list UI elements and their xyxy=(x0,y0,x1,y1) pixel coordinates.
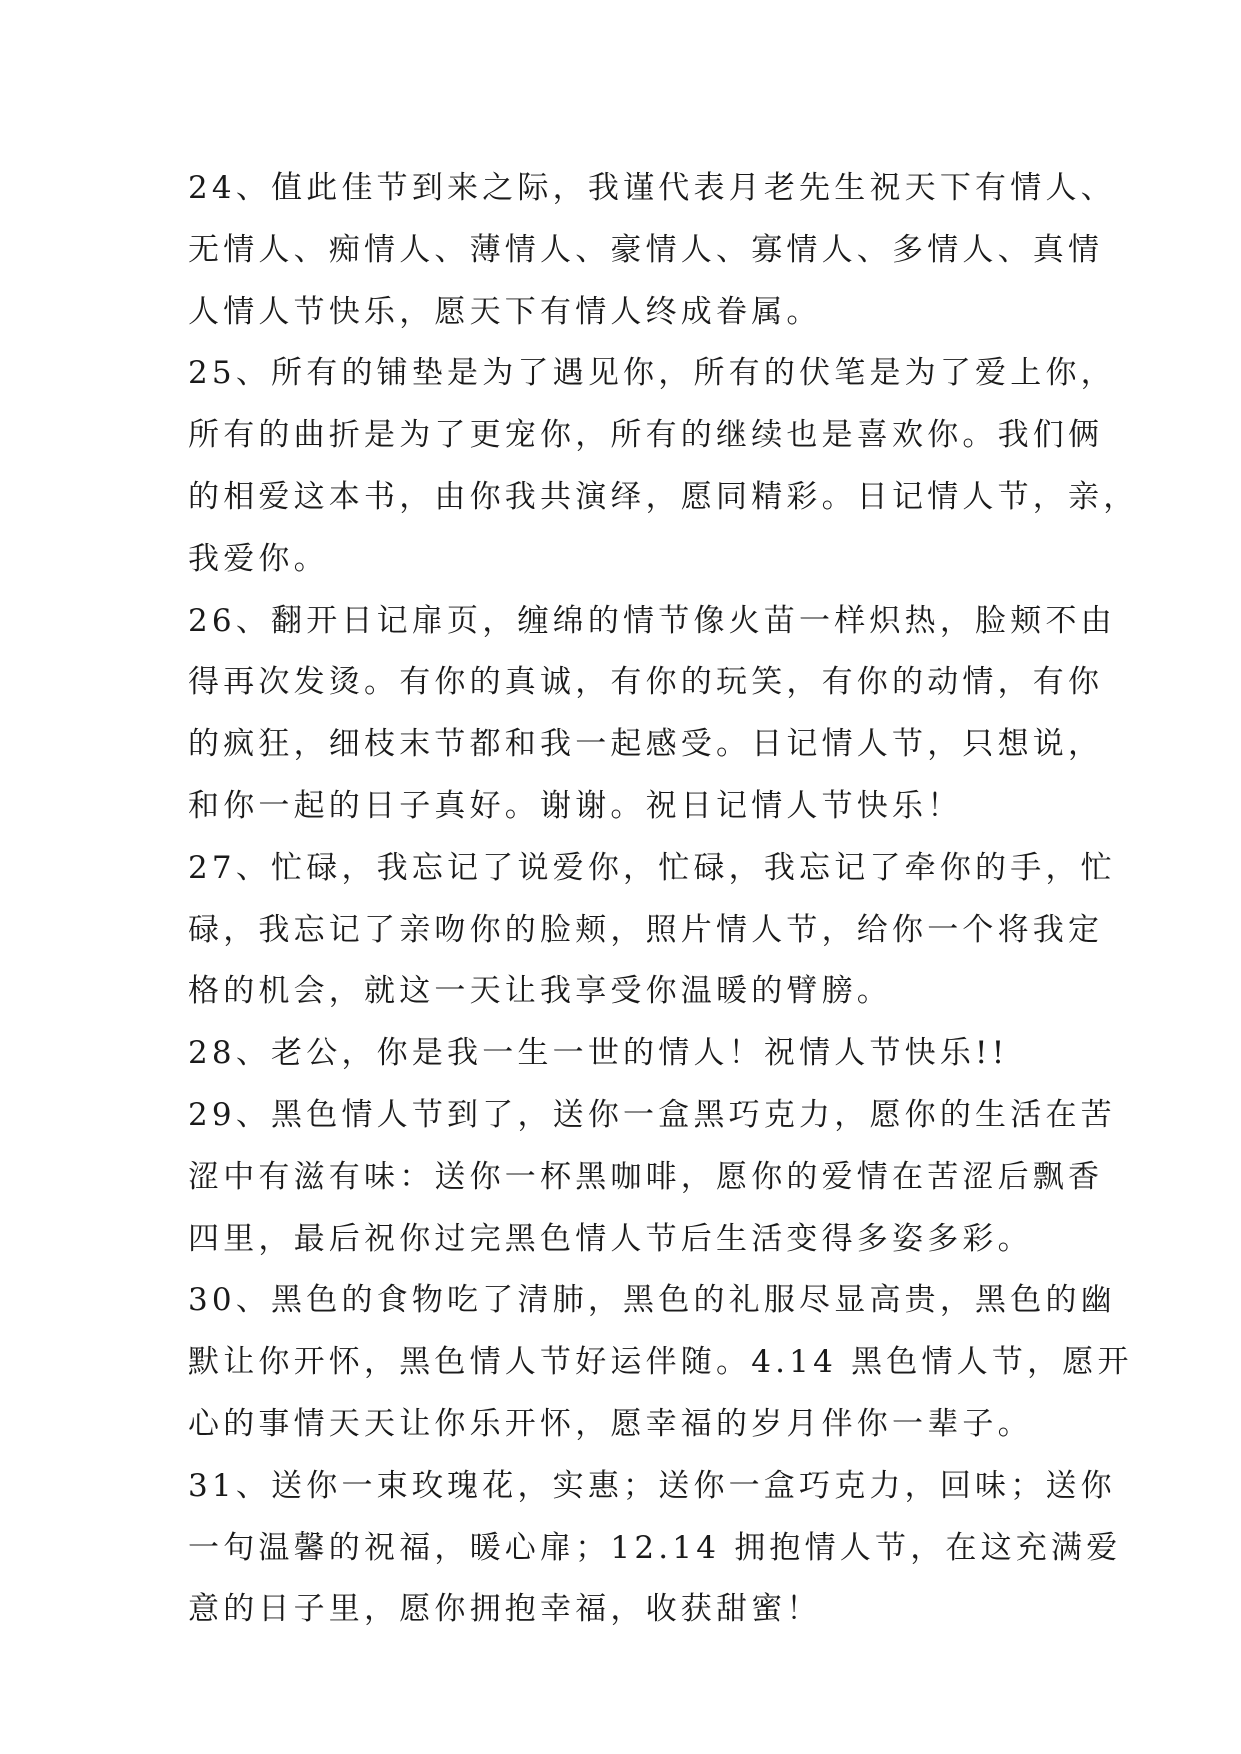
text-line: 31、送你一束玫瑰花，实惠；送你一盒巧克力，回味；送你 xyxy=(188,1467,1116,1504)
text-line: 心的事情天天让你乐开怀，愿幸福的岁月伴你一辈子。 xyxy=(188,1405,1033,1442)
text-line: 得再次发烫。有你的真诚，有你的玩笑，有你的动情，有你 xyxy=(188,664,1104,701)
text-line: 所有的曲折是为了更宠你，所有的继续也是喜欢你。我们俩 xyxy=(188,417,1104,454)
text-line: 意的日子里，愿你拥抱幸福，收获甜蜜！ xyxy=(188,1591,822,1628)
text-line: 26、翻开日记扉页，缠绵的情节像火苗一样炽热，脸颊不由 xyxy=(188,602,1116,639)
text-line: 28、老公，你是我一生一世的情人！祝情人节快乐!! xyxy=(188,1035,1009,1072)
text-line: 人情人节快乐，愿天下有情人终成眷属。 xyxy=(188,293,822,330)
text-line: 30、黑色的食物吃了清肺，黑色的礼服尽显高贵，黑色的幽 xyxy=(188,1282,1116,1319)
text-line: 24、值此佳节到来之际，我谨代表月老先生祝天下有情人、 xyxy=(188,170,1116,206)
text-line: 涩中有滋有味：送你一杯黑咖啡，愿你的爱情在苦涩后飘香 xyxy=(188,1158,1104,1195)
text-line: 格的机会，就这一天让我享受你温暖的臂膀。 xyxy=(188,973,892,1010)
text-line: 一句温馨的祝福，暖心扉；12.14 拥抱情人节，在这充满爱 xyxy=(188,1529,1122,1566)
text-line: 四里，最后祝你过完黑色情人节后生活变得多姿多彩。 xyxy=(188,1220,1033,1257)
document-body xyxy=(188,158,1139,1641)
text-line: 27、忙碌，我忘记了说爱你，忙碌，我忘记了牵你的手，忙 xyxy=(188,849,1116,886)
text-line: 和你一起的日子真好。谢谢。祝日记情人节快乐！ xyxy=(188,787,963,824)
text-line: 的相爱这本书，由你我共演绎，愿同精彩。日记情人节，亲， xyxy=(188,478,1139,515)
text-line: 碌，我忘记了亲吻你的脸颊，照片情人节，给你一个将我定 xyxy=(188,911,1104,948)
text-line: 默让你开怀，黑色情人节好运伴随。4.14 黑色情人节，愿开 xyxy=(188,1344,1133,1381)
text-line: 我爱你。 xyxy=(188,540,329,577)
text-line: 无情人、痴情人、薄情人、豪情人、寡情人、多情人、真情 xyxy=(188,231,1104,268)
text-line: 29、黑色情人节到了，送你一盒黑巧克力，愿你的生活在苦 xyxy=(188,1096,1116,1133)
text-line: 25、所有的铺垫是为了遇见你，所有的伏笔是为了爱上你， xyxy=(188,355,1116,392)
text-line: 的疯狂，细枝末节都和我一起感受。日记情人节，只想说， xyxy=(188,726,1104,763)
